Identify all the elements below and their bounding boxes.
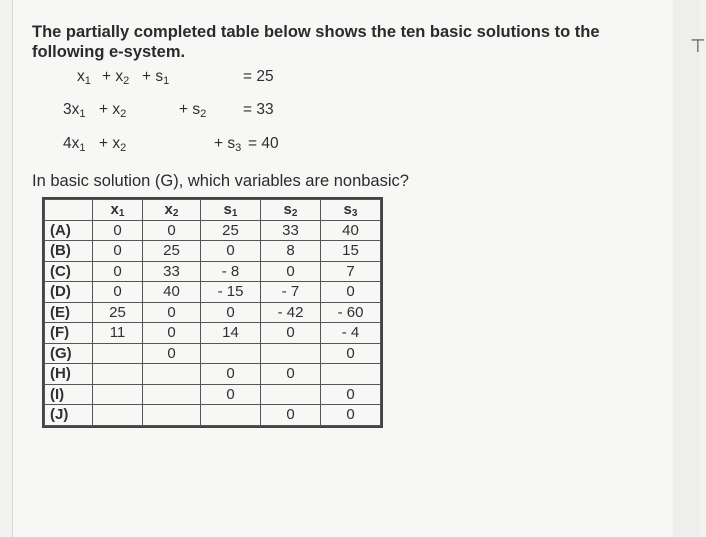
basic-solutions-table <box>44 199 381 426</box>
table-row <box>45 261 381 282</box>
row-label: (H) <box>45 364 93 385</box>
cell-s1 <box>201 405 261 426</box>
equation-3 <box>0 135 700 159</box>
cell-s1 <box>201 343 261 364</box>
cell-x1: 0 <box>93 241 143 262</box>
cell-x1 <box>93 405 143 426</box>
eq2-term-s2: + $s_2$ <box>179 101 207 120</box>
cell-x2: 25 <box>143 241 201 262</box>
cell-s2: 33 <box>261 220 321 241</box>
row-label: (E) <box>45 302 93 323</box>
header-x1: $x_1$ <box>93 200 143 221</box>
cell-x1 <box>93 384 143 405</box>
table-row <box>45 364 381 385</box>
eq3-term-s3: + $s_3$ <box>214 135 242 154</box>
cell-x2: 0 <box>143 323 201 344</box>
cell-s3 <box>321 364 381 385</box>
cell-x2: 0 <box>143 220 201 241</box>
cell-s3: - 4 <box>321 323 381 344</box>
header-label-corner <box>45 200 93 221</box>
cell-s3: 40 <box>321 220 381 241</box>
cell-s3: 0 <box>321 384 381 405</box>
eq3-term-4x1: $4x_1$ <box>63 135 86 154</box>
table-row <box>45 220 381 241</box>
cell-s3: 0 <box>321 405 381 426</box>
cell-s1: 0 <box>201 364 261 385</box>
row-label: (A) <box>45 220 93 241</box>
cell-x1 <box>93 343 143 364</box>
cell-s1: 0 <box>201 241 261 262</box>
cell-s3: 15 <box>321 241 381 262</box>
header-s2: $s_2$ <box>261 200 321 221</box>
table-row <box>45 384 381 405</box>
table-row <box>45 323 381 344</box>
cell-s1: 25 <box>201 220 261 241</box>
cell-s2 <box>261 343 321 364</box>
row-label: (F) <box>45 323 93 344</box>
cell-s2: - 42 <box>261 302 321 323</box>
cell-s3: - 60 <box>321 302 381 323</box>
row-label: (I) <box>45 384 93 405</box>
table-row <box>45 241 381 262</box>
cell-s3: 7 <box>321 261 381 282</box>
row-label: (B) <box>45 241 93 262</box>
cell-s1: - 8 <box>201 261 261 282</box>
eq2-rhs: = 33 <box>243 101 274 118</box>
header-s1: $s_1$ <box>201 200 261 221</box>
cell-x2 <box>143 384 201 405</box>
row-label: (J) <box>45 405 93 426</box>
eq1-rhs: = 25 <box>243 68 274 85</box>
cell-s2: 8 <box>261 241 321 262</box>
cell-x2 <box>143 364 201 385</box>
question-ask: In basic solution (G), which variables are nonbasic? <box>32 172 409 190</box>
equation-1 <box>0 68 700 92</box>
eq2-term-3x1: $3x_1$ <box>63 101 86 120</box>
table-row <box>45 343 381 364</box>
cell-x1: 0 <box>93 282 143 303</box>
table-row <box>45 405 381 426</box>
cell-s2: - 7 <box>261 282 321 303</box>
cell-s1: 0 <box>201 384 261 405</box>
row-label: (D) <box>45 282 93 303</box>
cell-s1: - 15 <box>201 282 261 303</box>
cell-x2: 40 <box>143 282 201 303</box>
eq1-term-x1: $x_1$ <box>77 68 91 87</box>
eq1-term-s1: + $s_1$ <box>142 68 170 87</box>
cursor-mark: ⊤ <box>690 36 706 56</box>
row-label: (G) <box>45 343 93 364</box>
cell-s3: 0 <box>321 282 381 303</box>
header-s3: $s_3$ <box>321 200 381 221</box>
table-row <box>45 282 381 303</box>
header-x2: $x_2$ <box>143 200 201 221</box>
cell-s2: 0 <box>261 405 321 426</box>
cell-x1: 0 <box>93 261 143 282</box>
cell-s2: 0 <box>261 364 321 385</box>
cell-s3: 0 <box>321 343 381 364</box>
cell-x1: 11 <box>93 323 143 344</box>
cell-s2 <box>261 384 321 405</box>
table-row <box>45 302 381 323</box>
cell-x1 <box>93 364 143 385</box>
row-label: (C) <box>45 261 93 282</box>
cell-x2 <box>143 405 201 426</box>
cell-s2: 0 <box>261 261 321 282</box>
cell-x1: 0 <box>93 220 143 241</box>
table-header-row <box>45 200 381 221</box>
cell-x2: 0 <box>143 302 201 323</box>
eq1-term-x2: + $x_2$ <box>102 68 130 87</box>
equation-2 <box>0 101 700 125</box>
cell-s2: 0 <box>261 323 321 344</box>
eq3-term-x2: + $x_2$ <box>99 135 127 154</box>
cell-x1: 25 <box>93 302 143 323</box>
question-prompt: The partially completed table below shows the ten basic solutions to the following e-system. <box>32 23 600 61</box>
cell-s1: 0 <box>201 302 261 323</box>
cell-x2: 33 <box>143 261 201 282</box>
eq3-rhs: = 40 <box>248 135 279 152</box>
eq2-term-x2: + $x_2$ <box>99 101 127 120</box>
cell-s1: 14 <box>201 323 261 344</box>
cell-x2: 0 <box>143 343 201 364</box>
